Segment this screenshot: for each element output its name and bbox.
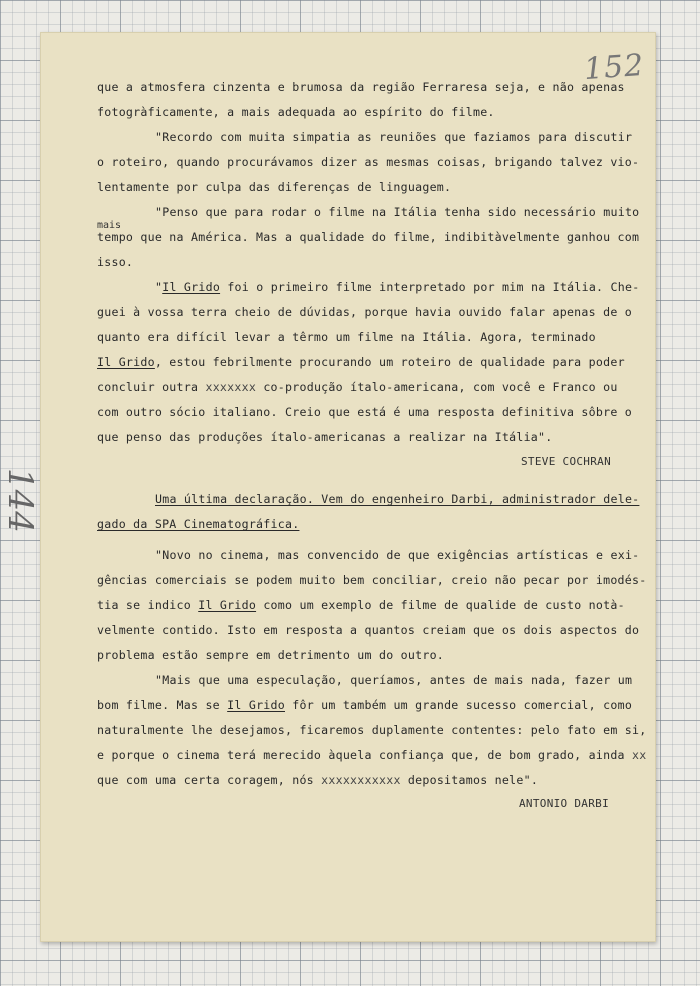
text-line-composite [97,598,625,612]
text-segment: bom filme. Mas se [97,698,220,712]
text-line: que a atmosfera cinzenta e brumosa da região Ferraresa seja, e não apenas [97,80,625,94]
text-line: "Novo no cinema, mas convencido de que exigências artísticas e exi- [155,548,640,562]
signature-antonio-darbi: ANTONIO DARBI [519,797,609,810]
text-line-composite [97,355,625,369]
text-segment: tia se indico [97,598,191,612]
text-line: naturalmente lhe desejamos, ficaremos duplamente contentes: pelo fato em si, [97,723,647,737]
text-segment: foi o primeiro filme interpretado por mim na Itália. Che- [227,280,640,294]
text-segment: depositamos nele". [407,773,539,787]
struck-text: xx [632,748,647,762]
inserted-word: mais [97,220,122,231]
page-number: 152 [582,47,646,88]
text-segment: concluir outra [97,380,199,394]
text-line: fotogràficamente, a mais adequada ao espírito do filme. [97,105,495,119]
text-line-composite [97,380,618,394]
text-line: tempo que na América. Mas a qualidade do filme, indibitàvelmente ganhou com [97,230,640,244]
film-title: Il Grido [198,598,257,612]
film-title: Il Grido [97,355,155,369]
text-line: problema estão sempre em detrimento um do outro. [97,648,445,662]
text-line: guei à vossa terra cheio de dúvidas, porque havia ouvido falar apenas de o [97,305,633,319]
text-segment: , estou febrilmente procurando um roteiro de qualidade para poder [154,355,625,369]
text-line-composite [155,280,639,294]
text-line: gências comerciais se podem muito bem conciliar, creio não pecar por imodés- [97,573,647,587]
text-line: gado da SPA Cinematográfica. [97,517,300,531]
text-line-composite [97,773,538,787]
text-line: quanto era difícil levar a têrmo um filme na Itália. Agora, terminado [97,330,596,344]
text-line: com outro sócio italiano. Creio que está é uma resposta definitiva sôbre o [97,405,633,419]
text-line-composite [97,698,632,712]
text-line-composite [97,748,647,762]
text-line: o roteiro, quando procurávamos dizer as mesmas coisas, brigando talvez vio- [97,155,640,169]
text-line: lentamente por culpa das diferenças de linguagem. [97,180,452,194]
film-title: Il Grido [162,280,221,294]
text-segment: fôr um também um grande sucesso comercial, como [292,698,633,712]
text-line: isso. [97,255,134,269]
film-title: Il Grido [227,698,285,712]
text-segment: e porque o cinema terá merecido àquela confiança que, de bom grado, ainda [97,748,625,762]
text-line: velmente contido. Isto em resposta a quantos creiam que os dois aspectos do [97,623,640,637]
text-line: "Mais que uma especulação, queríamos, antes de mais nada, fazer um [155,673,633,687]
text-line: "Penso que para rodar o filme na Itália tenha sido necessário muito [155,205,640,219]
text-line: que penso das produções ítalo-americanas a realizar na Itália". [97,430,553,444]
text-segment: como um exemplo de filme de qualide de custo notà- [263,598,625,612]
signature-steve-cochran: STEVE COCHRAN [521,455,611,468]
text-segment: que com uma certa coragem, nós [97,773,314,787]
struck-text: xxxxxxxxxxx [321,773,401,787]
text-line: Uma última declaração. Vem do engenheiro Darbi, administrador dele- [155,492,640,506]
text-line: "Recordo com muita simpatia as reuniões que faziamos para discutir [155,130,633,144]
struck-text: xxxxxxx [205,380,257,394]
quote-mark: " [155,280,163,294]
text-segment: co-produção ítalo-americana, com você e Franco ou [263,380,618,394]
margin-annotation: 144 [0,468,40,533]
